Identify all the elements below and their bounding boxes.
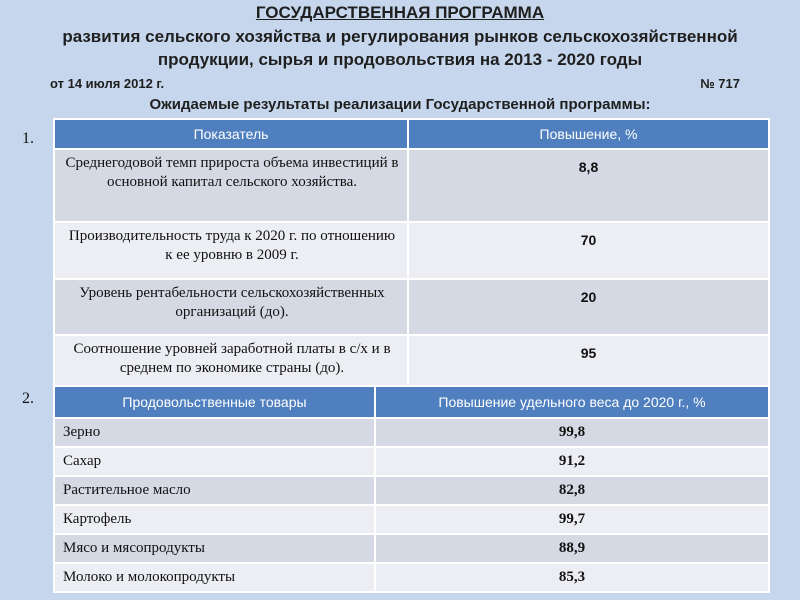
section-1-label: 1.	[22, 130, 34, 147]
table-row	[54, 335, 769, 392]
table-row	[54, 279, 769, 335]
value-cell: 82,8	[375, 476, 769, 505]
indicator-cell: Среднегодовой темп прироста объема инвестиций в основной капитал сельского хозяйства.	[54, 149, 408, 222]
table-row	[54, 222, 769, 279]
table-row	[54, 476, 769, 505]
product-cell: Картофель	[54, 505, 375, 534]
value-cell: 20	[408, 279, 769, 335]
section-2-label: 2.	[22, 390, 34, 407]
value-cell: 99,8	[375, 418, 769, 447]
product-cell: Сахар	[54, 447, 375, 476]
share-column-header: Повышение удельного веса до 2020 г., %	[375, 386, 769, 418]
table-row	[54, 149, 769, 222]
indicator-cell: Производительность труда к 2020 г. по отношению к ее уровню в 2009 г.	[54, 222, 408, 279]
table-row	[54, 563, 769, 592]
product-cell: Зерно	[54, 418, 375, 447]
document-title: ГОСУДАРСТВЕННАЯ ПРОГРАММА	[255, 3, 545, 22]
document-subtitle: Ожидаемые результаты реализации Государственной программы:	[149, 96, 651, 113]
value-cell: 88,9	[375, 534, 769, 563]
table-row	[54, 505, 769, 534]
indicators-table-header	[54, 119, 769, 149]
document-title-line2: развития сельского хозяйства и регулирования рынков сельскохозяйственной	[62, 27, 738, 46]
value-cell: 99,7	[375, 505, 769, 534]
document-number: № 717	[700, 76, 740, 91]
table-row	[54, 447, 769, 476]
table-row	[54, 534, 769, 563]
product-cell: Молоко и молокопродукты	[54, 563, 375, 592]
food-products-table	[53, 385, 770, 593]
value-cell: 70	[408, 222, 769, 279]
document-title-line3: продукции, сырья и продовольствия на 2013 - 2020 годы	[157, 50, 643, 69]
indicators-table	[53, 118, 770, 393]
product-cell: Растительное масло	[54, 476, 375, 505]
product-cell: Мясо и мясопродукты	[54, 534, 375, 563]
value-cell: 91,2	[375, 447, 769, 476]
value-cell: 8,8	[408, 149, 769, 222]
indicator-cell: Соотношение уровней заработной платы в с/х и в среднем по экономике страны (до).	[54, 335, 408, 392]
table-row	[54, 418, 769, 447]
indicator-column-header: Показатель	[54, 119, 408, 149]
value-cell: 85,3	[375, 563, 769, 592]
increase-column-header: Повышение, %	[408, 119, 769, 149]
indicator-cell: Уровень рентабельности сельскохозяйственных организаций (до).	[54, 279, 408, 335]
document-date: от 14 июля 2012 г.	[50, 76, 165, 91]
food-products-table-header	[54, 386, 769, 418]
products-column-header: Продовольственные товары	[54, 386, 375, 418]
value-cell: 95	[408, 335, 769, 392]
